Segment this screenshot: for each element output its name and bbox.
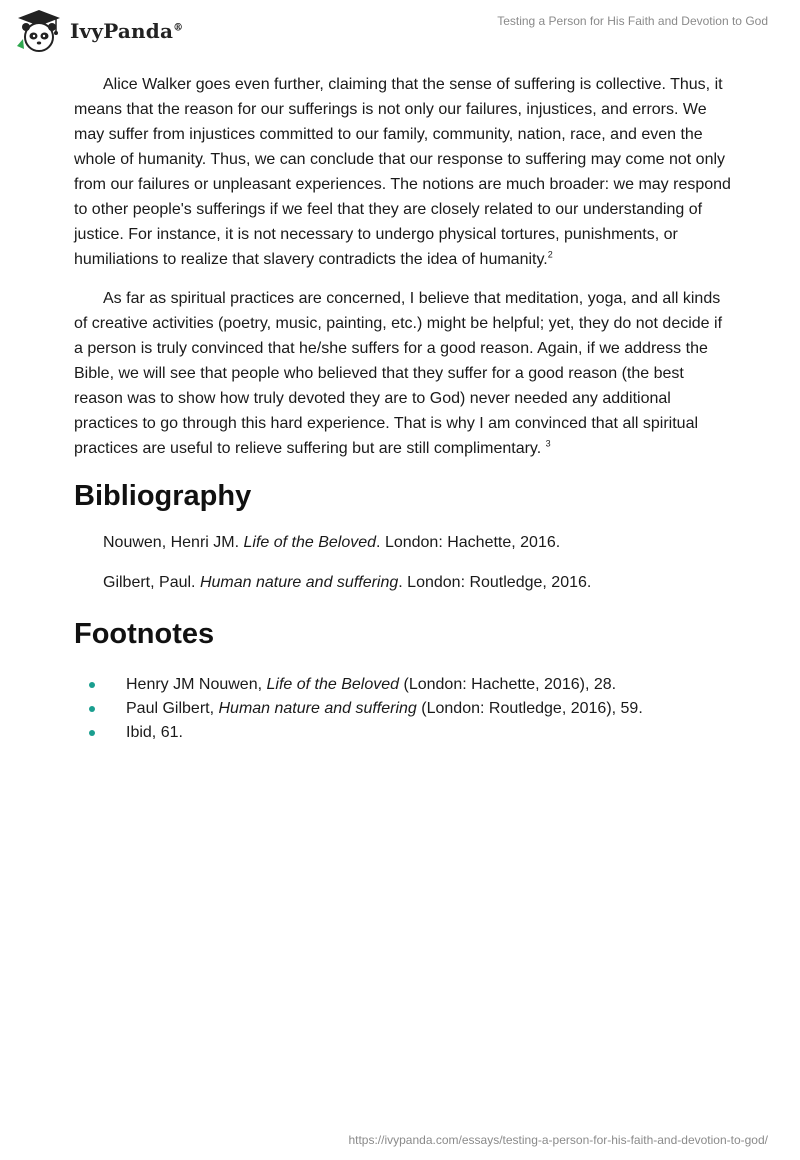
page-header [0, 0, 800, 60]
panda-logo-icon [14, 8, 64, 54]
footnotes-heading: Footnotes [74, 618, 215, 650]
bullet-dot-icon [89, 706, 95, 712]
footnote-item: Ibid, 61. [74, 721, 734, 745]
site-logo[interactable] [14, 8, 183, 54]
bibliography-entry: Nouwen, Henri JM. Life of the Beloved. London: Hachette, 2016. [103, 534, 561, 551]
source-url-link[interactable]: https://ivypanda.com/essays/testing-a-person-for-his-faith-and-devotion-to-god/ [348, 1133, 768, 1147]
footnote-item: Paul Gilbert, Human nature and suffering (London: Routledge, 2016), 59. [74, 697, 734, 721]
bullet-dot-icon [89, 682, 95, 688]
body-paragraph: As far as spiritual practices are concerned, I believe that meditation, yoga, and all kinds of creative activities (poetry, music, painting, etc.) might be helpful; yet, they do not decide if a person is truly convinced that he/she suffers for a good reason. Again, if we address the Bible, we will see that people who believed that they suffer for a good reason (the best reason was to show how truly devoted they are to God) never needed any additional practices to go through this hard experience. That is why I am convinced that all spiritual practices are useful to relieve suffering but are still complimentary. $^3$ [74, 290, 723, 457]
logo-text: IvyPanda® [70, 19, 184, 43]
footnote-ref[interactable]: 2 [547, 249, 553, 260]
essay-content [74, 72, 734, 745]
bullet-dot-icon [89, 730, 95, 736]
bibliography-heading: Bibliography [74, 480, 252, 512]
body-paragraph: Alice Walker goes even further, claiming that the sense of suffering is collective. Thus, it means that the reason for our sufferings is not only our failures, injustices, and errors. We may suffer from injustices committed to our family, community, nation, race, and even the whole of humanity. Thus, we can conclude that our response to suffering may come not only from our failures or unpleasant experiences. The notions are much broader: we may respond to other people's sufferings if we feel that they are closely related to our understanding of justice. For instance, it is not necessary to undergo physical tortures, punishments, or humiliations to realize that slavery contradicts the idea of humanity.$^2$ [74, 76, 731, 268]
footnote-item: Henry JM Nouwen, Life of the Beloved (London: Hachette, 2016), 28. [74, 673, 734, 697]
document-title: Testing a Person for His Faith and Devotion to God [497, 14, 768, 28]
footnotes-list [74, 673, 734, 745]
bibliography-entry: Gilbert, Paul. Human nature and suffering. London: Routledge, 2016. [103, 574, 592, 591]
footnote-ref[interactable]: 3 [545, 438, 551, 449]
